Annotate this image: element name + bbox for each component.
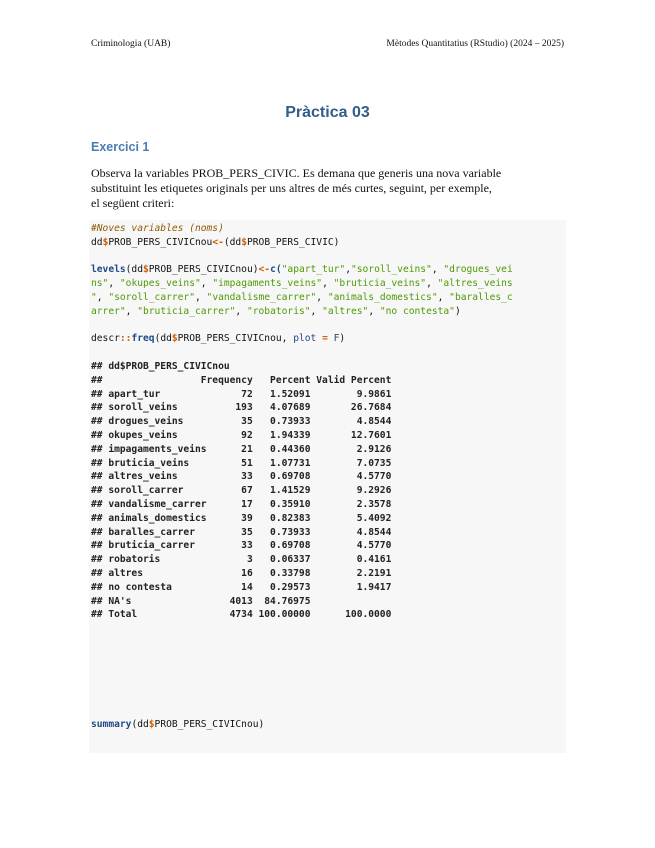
code-levels-line bbox=[91, 277, 566, 291]
token: arrer" bbox=[91, 305, 126, 317]
token: levels bbox=[91, 264, 126, 276]
paragraph-line: substituint les etiquetes originals per uns altres de més curtes, seguint, per exemple, bbox=[91, 181, 492, 195]
token: :: bbox=[119, 333, 132, 345]
token: <- bbox=[212, 236, 224, 248]
token: $ bbox=[142, 264, 149, 276]
output-row: ## robatoris 3 0.06337 0.4161 bbox=[91, 554, 392, 566]
token: (dd bbox=[125, 264, 143, 276]
token: PROB_PERS_CIVICnou) bbox=[154, 719, 265, 731]
token: "soroll_carrer" bbox=[108, 291, 195, 303]
token: "altres_veins bbox=[437, 278, 513, 290]
token: "apart_tur" bbox=[281, 264, 346, 276]
output-row: ## drogues_veins 35 0.73933 4.8544 bbox=[91, 416, 392, 428]
token: "impagaments_veins" bbox=[212, 278, 323, 290]
output-title: ## dd$PROB_PERS_CIVICnou bbox=[91, 360, 230, 372]
token: dd bbox=[91, 236, 103, 248]
token: "soroll_veins" bbox=[350, 264, 432, 276]
code-block bbox=[89, 220, 566, 753]
token: , bbox=[322, 278, 334, 290]
code-levels-line bbox=[91, 305, 566, 319]
output-row: ## no contesta 14 0.29573 1.9417 bbox=[91, 581, 392, 593]
token: , bbox=[235, 305, 247, 317]
output-row: ## baralles_carrer 35 0.73933 4.8544 bbox=[91, 526, 392, 538]
token: summary bbox=[91, 719, 132, 731]
code-blank-gap bbox=[91, 622, 566, 718]
output-row: ## bruticia_veins 51 1.07731 7.0735 bbox=[91, 457, 392, 469]
token: ( bbox=[223, 236, 230, 248]
token: "robatoris" bbox=[246, 305, 311, 317]
comment-text: #Noves variables (noms) bbox=[91, 223, 224, 234]
token: , bbox=[368, 305, 380, 317]
token: PROB_PERS_CIVICnou) bbox=[148, 264, 259, 276]
token: , bbox=[426, 278, 438, 290]
code-blank bbox=[91, 319, 566, 333]
section-heading: Exercici 1 bbox=[91, 140, 150, 154]
code-summary-line bbox=[91, 718, 566, 732]
token: , bbox=[194, 291, 207, 303]
token: ) bbox=[454, 305, 461, 317]
output-row: ## Total 4734 100.00000 100.0000 bbox=[91, 609, 392, 621]
token: , bbox=[310, 305, 323, 317]
token: $ bbox=[148, 719, 155, 731]
page-title: Pràctica 03 bbox=[285, 104, 370, 121]
token: "animals_domestics" bbox=[327, 291, 438, 303]
token: ) bbox=[339, 333, 346, 345]
code-blank bbox=[91, 250, 566, 264]
output-header: ## Frequency Percent Valid Percent bbox=[91, 374, 392, 386]
token: descr bbox=[91, 333, 120, 345]
token: plot bbox=[293, 333, 317, 345]
token: "bruticia_carrer" bbox=[137, 305, 236, 317]
token: ) bbox=[333, 236, 340, 248]
code-comment bbox=[91, 222, 566, 236]
token: $ bbox=[102, 236, 109, 248]
token: (dd bbox=[131, 719, 149, 731]
header-course: Criminologia (UAB) bbox=[91, 39, 171, 49]
token: , bbox=[96, 291, 109, 303]
token: "baralles_c bbox=[449, 291, 513, 303]
output-row: ## apart_tur 72 1.52091 9.9861 bbox=[91, 388, 392, 400]
token: ns" bbox=[91, 278, 109, 290]
output-row: ## NA's 4013 84.76975 bbox=[91, 595, 311, 607]
token: , bbox=[431, 264, 444, 276]
code-levels-line bbox=[91, 263, 566, 277]
code-content bbox=[91, 222, 566, 732]
code-levels-line bbox=[91, 291, 566, 305]
code-descr-line bbox=[91, 332, 566, 346]
token: , bbox=[345, 264, 351, 276]
token: , bbox=[125, 305, 138, 317]
token: $ bbox=[171, 333, 178, 345]
token: freq bbox=[131, 333, 155, 345]
output-row: ## animals_domestics 39 0.82383 5.4092 bbox=[91, 512, 392, 524]
token: "vandalisme_carrer" bbox=[206, 291, 317, 303]
output-row: ## altres 16 0.33798 2.2191 bbox=[91, 567, 392, 579]
token: "altres" bbox=[322, 305, 369, 317]
output-row: ## bruticia_carrer 33 0.69708 4.5770 bbox=[91, 540, 392, 552]
token: , bbox=[200, 278, 213, 290]
token: , bbox=[316, 291, 328, 303]
output-row: ## soroll_carrer 67 1.41529 9.2926 bbox=[91, 485, 392, 497]
paragraph-line: el següent criteri: bbox=[91, 196, 175, 210]
exercise-description bbox=[91, 166, 567, 211]
token: " bbox=[91, 291, 97, 303]
token: $ bbox=[241, 236, 247, 248]
header-subject: Mètodes Quantitatius (RStudio) (2024 – 2025) bbox=[386, 39, 564, 49]
token: "drogues_vei bbox=[443, 264, 513, 276]
code-blank bbox=[91, 346, 566, 360]
token: "bruticia_veins" bbox=[333, 278, 427, 290]
token: PROB_PERS_CIVICnou bbox=[108, 236, 213, 248]
token: , bbox=[108, 278, 120, 290]
code-assign-line bbox=[91, 236, 566, 250]
token: "no contesta" bbox=[379, 305, 455, 317]
token: (dd bbox=[154, 333, 172, 345]
output-row: ## altres_veins 33 0.69708 4.5770 bbox=[91, 471, 392, 483]
output-row: ## okupes_veins 92 1.94339 12.7601 bbox=[91, 429, 392, 441]
token: "okupes_veins" bbox=[119, 278, 201, 290]
token: c( bbox=[270, 264, 282, 276]
token: , bbox=[437, 291, 450, 303]
paragraph-line: Observa la variables PROB_PERS_CIVIC. Es demana que generis una nova variable bbox=[91, 166, 502, 180]
output-row: ## vandalisme_carrer 17 0.35910 2.3578 bbox=[91, 498, 392, 510]
token: = bbox=[316, 333, 334, 345]
token: <- bbox=[258, 264, 271, 276]
token: F bbox=[333, 333, 340, 345]
output-row: ## soroll_veins 193 4.07689 26.7684 bbox=[91, 402, 392, 414]
token: PROB_PERS_CIVIC bbox=[247, 236, 334, 248]
token: dd bbox=[229, 236, 242, 248]
output-row: ## impagaments_veins 21 0.44360 2.9126 bbox=[91, 443, 392, 455]
token: PROB_PERS_CIVICnou, bbox=[177, 333, 294, 345]
